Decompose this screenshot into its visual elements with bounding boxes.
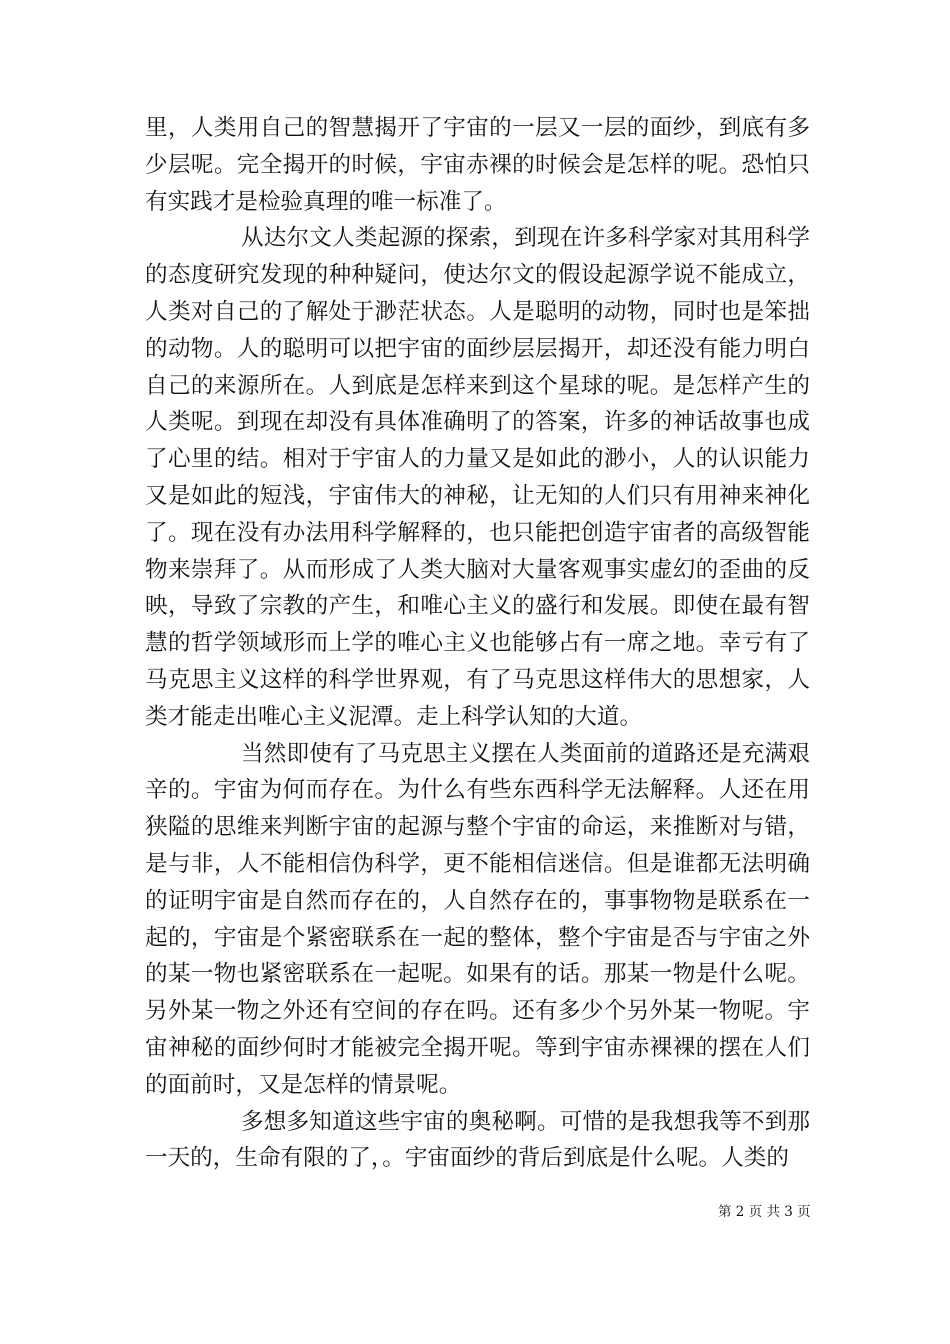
paragraph-3: 当然即使有了马克思主义摆在人类面前的道路还是充满艰辛的。宇宙为何而存在。为什么有些东西科学无法解释。人还在用狭隘的思维来判断宇宙的起源与整个宇宙的命运，来推断对与错，是与非，人不能相信伪科学，更不能相信迷信。但是谁都无法明确的证明宇宙是自然而存在的，人自然存在的，事事物物是联系在一起的，宇宙是个紧密联系在一起的整体，整个宇宙是否与宇宙之外的某一物也紧密联系在一起呢。如果有的话。那某一物是什么呢。另外某一物之外还有空间的存在吗。还有多少个另外某一物呢。宇宙神秘的面纱何时才能被完全揭开呢。等到宇宙赤裸裸的摆在人们的面前时，又是怎样的情景呢。 bbox=[145, 740, 810, 1098]
body-text bbox=[145, 110, 810, 1177]
paragraph-1: 里，人类用自己的智慧揭开了宇宙的一层又一层的面纱，到底有多少层呢。完全揭开的时候，宇宙赤裸的时候会是怎样的呢。恐怕只有实践才是检验真理的唯一标准了。 bbox=[145, 115, 810, 215]
paragraph-4: 多想多知道这些宇宙的奥秘啊。可惜的是我想我等不到那一天的，生命有限的了，。宇宙面纱的背后到底是什么呢。人类的 bbox=[145, 1108, 810, 1172]
page-number-footer: 第 2 页 共 3 页 bbox=[718, 1204, 811, 1220]
paragraph-2: 从达尔文人类起源的探索，到现在许多科学家对其用科学的态度研究发现的种种疑问，使达尔文的假设起源学说不能成立，人类对自己的了解处于渺茫状态。人是聪明的动物，同时也是笨拙的动物。人的聪明可以把宇宙的面纱层层揭开，却还没有能力明白自己的来源所在。人到底是怎样来到这个星球的呢。是怎样产生的人类呢。到现在却没有具体准确明了的答案，许多的神话故事也成了心里的结。相对于宇宙人的力量又是如此的渺小，人的认识能力又是如此的短浅，宇宙伟大的神秘，让无知的人们只有用神来神化了。现在没有办法用科学解释的，也只能把创造宇宙者的高级智能物来崇拜了。从而形成了人类大脑对大量客观事实虚幻的歪曲的反映，导致了宗教的产生，和唯心主义的盛行和发展。即使在最有智慧的哲学领域形而上学的唯心主义也能够占有一席之地。幸亏有了马克思主义这样的科学世界观，有了马克思这样伟大的思想家，人类才能走出唯心主义泥潭。走上科学认知的大道。 bbox=[145, 225, 810, 730]
